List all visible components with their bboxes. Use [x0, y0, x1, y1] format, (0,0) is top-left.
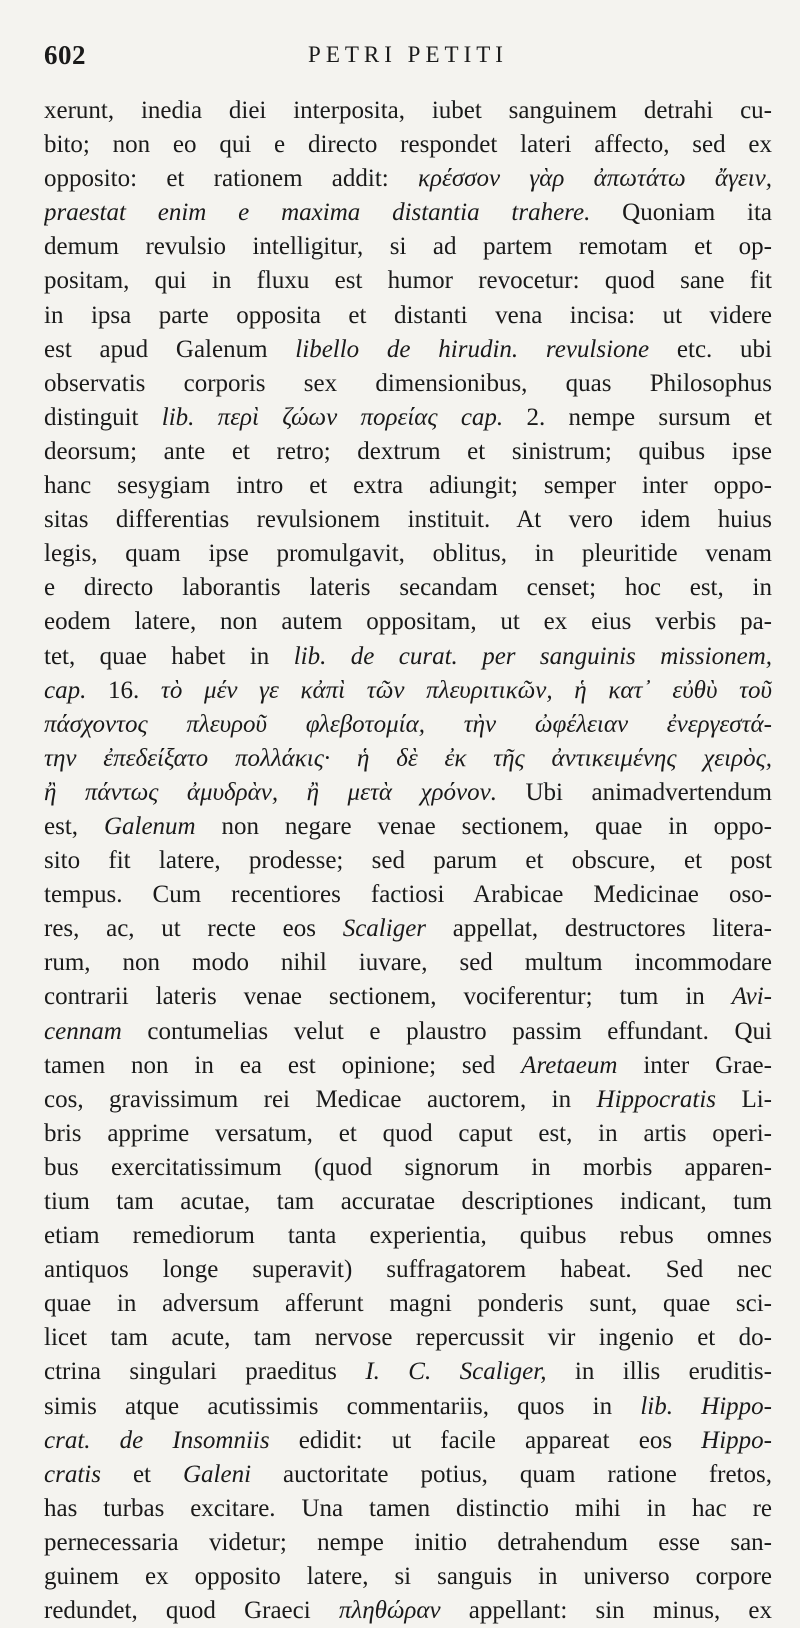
page-header [44, 34, 772, 82]
text-line: quae in adversum afferunt magni ponderis sunt, quae sci- [44, 1290, 772, 1318]
text-line: την ἐπεδείξατο πολλάκις· ἡ δὲ ἐκ τῆς ἀντικειμένης χειρὸς, [44, 744, 772, 772]
text-line: in ipsa parte opposita et distanti vena incisa: ut videre [44, 301, 772, 329]
text-line: ctrina singulari praeditus I. C. Scaliger, in illis eruditis- [44, 1358, 772, 1386]
text-line: demum revulsio intelligitur, si ad partem remotam et op- [44, 233, 772, 261]
text-line: res, ac, ut recte eos Scaliger appellat, destructores litera- [44, 915, 772, 943]
text-line: legis, quam ipse promulgavit, oblitus, in pleuritide venam [44, 540, 772, 568]
page-number: 602 [44, 40, 86, 70]
text-line: tamen non in ea est opinione; sed Aretaeum inter Grae- [44, 1051, 772, 1079]
body-text [44, 94, 772, 1628]
text-line: simis atque acutissimis commentariis, quos in lib. Hippo- [44, 1392, 772, 1420]
text-line: cos, gravissimum rei Medicae auctorem, in Hippocratis Li- [44, 1085, 772, 1113]
text-line: est, Galenum non negare venae sectionem, quae in oppo- [44, 812, 772, 840]
text-line: cratis et Galeni auctoritate potius, quam ratione fretos, [44, 1460, 772, 1488]
text-line: tium tam acutae, tam accuratae descriptiones indicant, tum [44, 1188, 772, 1215]
text-line: antiquos longe superavit) suffragatorem habeat. Sed nec [44, 1256, 772, 1284]
text-line: cennam contumelias velut e plaustro passim effundant. Qui [44, 1017, 772, 1045]
text-line: guinem ex opposito latere, si sanguis in universo corpore [44, 1563, 772, 1591]
text-line: deorsum; ante et retro; dextrum et sinistrum; quibus ipse [44, 437, 772, 465]
text-line: has turbas excitare. Una tamen distinctio mihi in hac re [44, 1494, 772, 1522]
running-head: PETRI PETITI [308, 42, 508, 67]
text-line: observatis corporis sex dimensionibus, quas Philosophus [44, 369, 772, 397]
text-line: bito; non eo qui e directo respondet lateri affecto, sed ex [44, 131, 772, 159]
text-line: πάσχοντος πλευροῦ φλεβοτομία, τὴν ὠφέλειαν ἐνεργεστά- [44, 710, 772, 738]
text-line: crat. de Insomniis edidit: ut facile appareat eos Hippo- [44, 1426, 772, 1454]
text-line: e directo laborantis lateris secandam censet; hoc est, in [44, 574, 772, 602]
text-line: sito fit latere, prodesse; sed parum et obscure, et post [44, 847, 772, 875]
text-line: cap. 16. τὸ μέν γε κἀπὶ τῶν πλευριτικῶν, ἡ κατ᾽ εὐθὺ τοῦ [44, 676, 772, 704]
text-line: hanc sesygiam intro et extra adiungit; semper inter oppo- [44, 472, 772, 500]
text-line: etiam remediorum tanta experientia, quibus rebus omnes [44, 1222, 772, 1250]
text-line: pernecessaria videtur; nempe initio detrahendum esse san- [44, 1528, 772, 1556]
text-line: tempus. Cum recentiores factiosi Arabicae Medicinae osо- [44, 881, 772, 909]
text-line: est apud Galenum libello de hirudin. revulsione etc. ubi [44, 335, 772, 363]
text-line: xerunt, inedia diei interposita, iubet sanguinem detrahi cu- [44, 97, 772, 124]
text-line: eodem latere, non autem oppositam, ut ex eius verbis pa- [44, 608, 772, 636]
text-line: redundet, quod Graeci πληθώραν appellant: sin minus, ex [44, 1597, 772, 1625]
text-line: praestat enim e maxima distantia trahere. Quoniam ita [44, 199, 772, 227]
text-line: ἢ πάντως ἀμυδρὰν, ἢ μετὰ χρόνον. Ubi animadvertendum [44, 778, 772, 806]
text-line: tet, quae habet in lib. de curat. per sanguinis missionem, [44, 642, 772, 670]
text-line: distinguit lib. περὶ ζώων πορείας cap. 2. nempe sursum et [44, 403, 772, 431]
text-line: positam, qui in fluxu est humor revocetur: quod sane fit [44, 267, 772, 295]
text-line: contrarii lateris venae sectionem, vociferentur; tum in Avi- [44, 983, 772, 1011]
text-line: rum, non modo nihil iuvare, sed multum incommodare [44, 949, 772, 977]
text-line: bris apprime versatum, et quod caput est, in artis operi- [44, 1119, 772, 1147]
text-line: licet tam acute, tam nervose repercussit vir ingenio et do- [44, 1324, 772, 1352]
text-line: bus exercitatissimum (quod signorum in morbis apparen- [44, 1153, 772, 1181]
text-line: sitas differentias revulsionem instituit. At vero idem huius [44, 506, 772, 534]
text-line: opposito: et rationem addit: κρέσσον γὰρ ἀπωτάτω ἄγειν, [44, 165, 772, 193]
